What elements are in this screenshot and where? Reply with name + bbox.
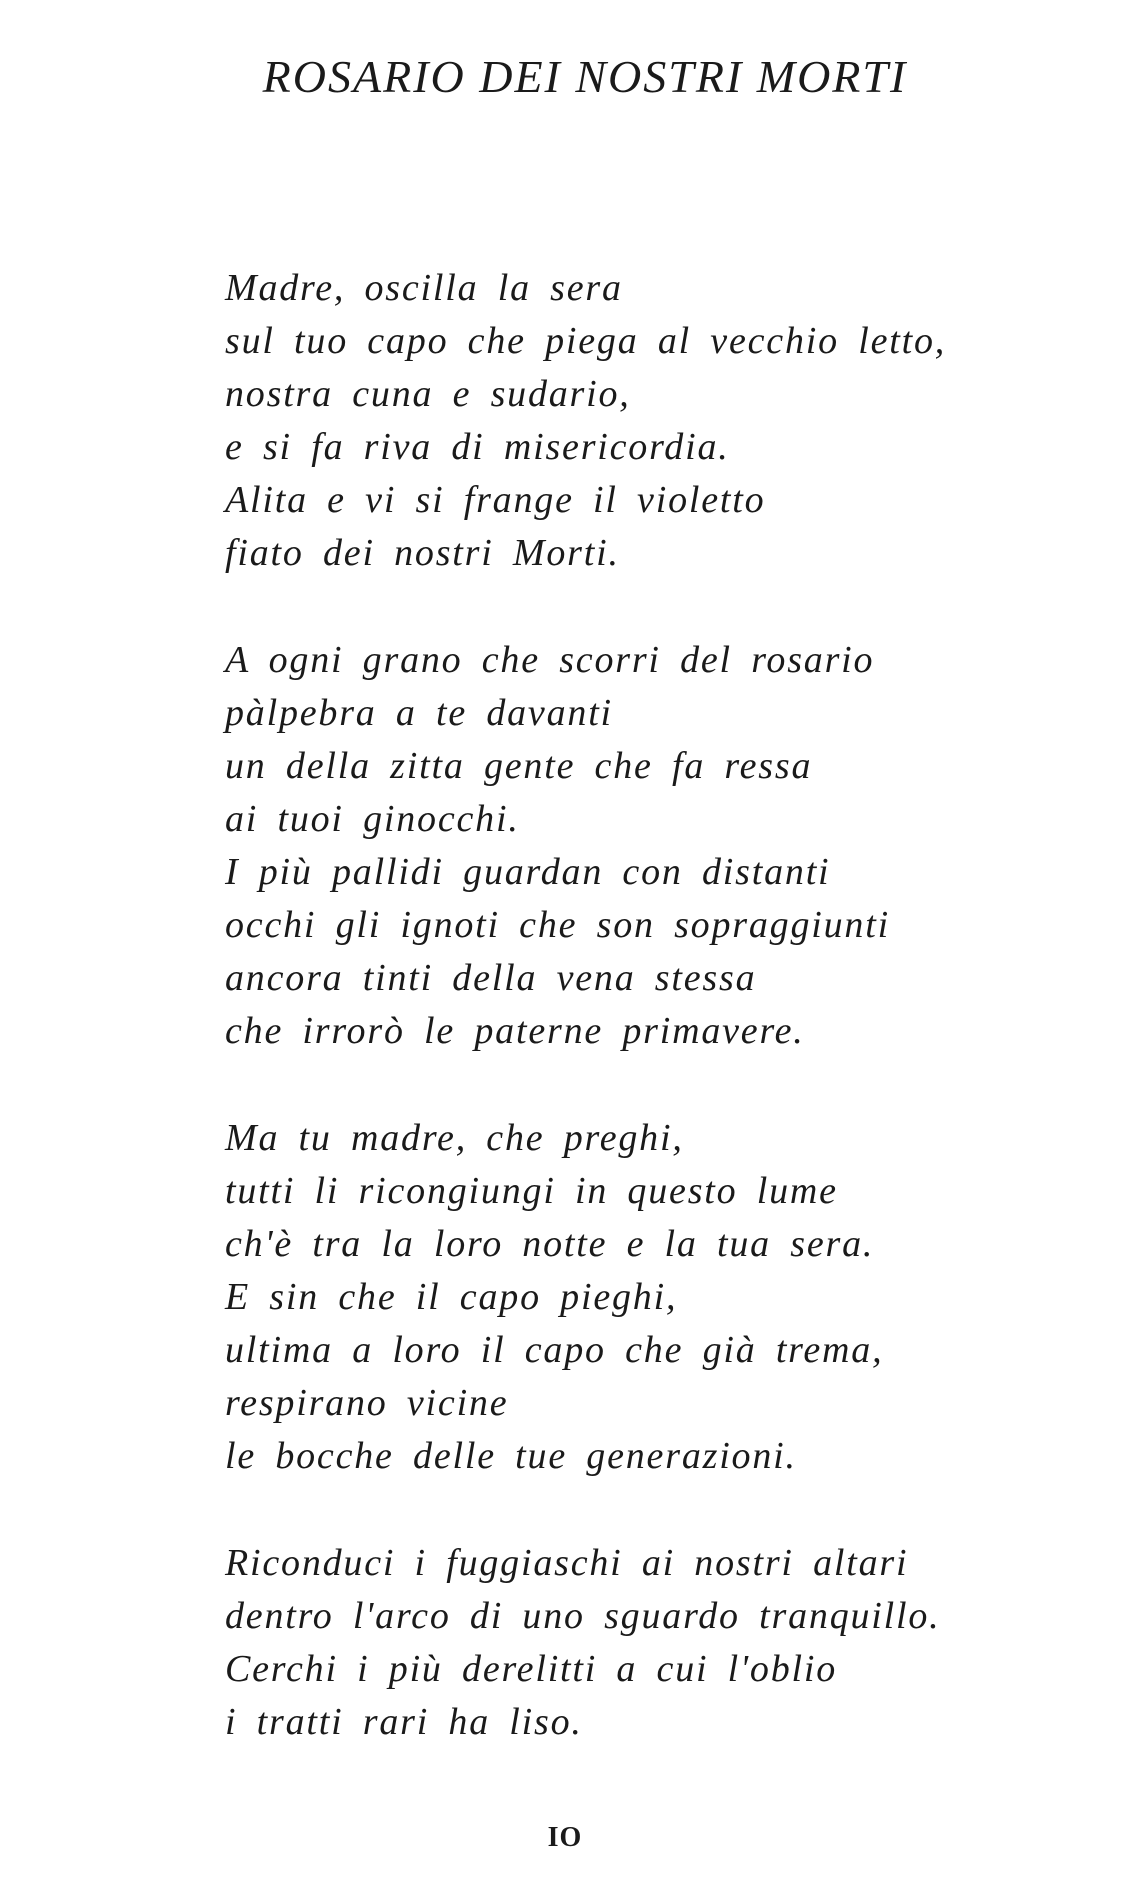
poem-line: Cerchi i più derelitti a cui l'oblio: [225, 1648, 838, 1690]
poem-line: ch'è tra la loro notte e la tua sera.: [225, 1223, 875, 1265]
poem-line: ultima a loro il capo che già trema,: [225, 1329, 884, 1371]
poem-title: ROSARIO DEI NOSTRI MORTI: [262, 51, 908, 102]
poem-line: E sin che il capo pieghi,: [225, 1276, 678, 1318]
page-number: IO: [547, 1822, 583, 1853]
stanza-2: [225, 634, 1085, 1058]
poem-line: Ma tu madre, che preghi,: [225, 1117, 684, 1159]
poem-line: respirano vicine: [225, 1382, 509, 1424]
poem-line: ancora tinti della vena stessa: [225, 957, 757, 999]
poem-line: che irrorò le paterne primavere.: [225, 1010, 805, 1052]
poem-line: i tratti rari ha liso.: [225, 1701, 583, 1743]
poem-line: fiato dei nostri Morti.: [225, 532, 620, 574]
poem-line: Madre, oscilla la sera: [225, 267, 623, 309]
poem-line: A ogni grano che scorri del rosario: [225, 639, 875, 681]
poem-body: [225, 262, 1085, 1803]
poem-line: ai tuoi ginocchi.: [225, 798, 520, 840]
poem-line: I più pallidi guardan con distanti: [225, 851, 831, 893]
poem-line: un della zitta gente che fa ressa: [225, 745, 813, 787]
stanza-1: [225, 262, 1085, 580]
poem-line: Riconduci i fuggiaschi ai nostri altari: [225, 1542, 909, 1584]
poem-line: pàlpebra a te davanti: [225, 692, 613, 734]
poem-line: tutti li ricongiungi in questo lume: [225, 1170, 838, 1212]
poem-line: sul tuo capo che piega al vecchio letto,: [225, 320, 947, 362]
poem-line: occhi gli ignoti che son sopraggiunti: [225, 904, 890, 946]
poem-line: le bocche delle tue generazioni.: [225, 1435, 797, 1477]
stanza-4: [225, 1537, 1085, 1749]
poem-line: e si fa riva di misericordia.: [225, 426, 730, 468]
poem-line: nostra cuna e sudario,: [225, 373, 631, 415]
poem-line: dentro l'arco di uno sguardo tranquillo.: [225, 1595, 941, 1637]
stanza-3: [225, 1112, 1085, 1483]
poem-line: Alita e vi si frange il violetto: [225, 479, 766, 521]
